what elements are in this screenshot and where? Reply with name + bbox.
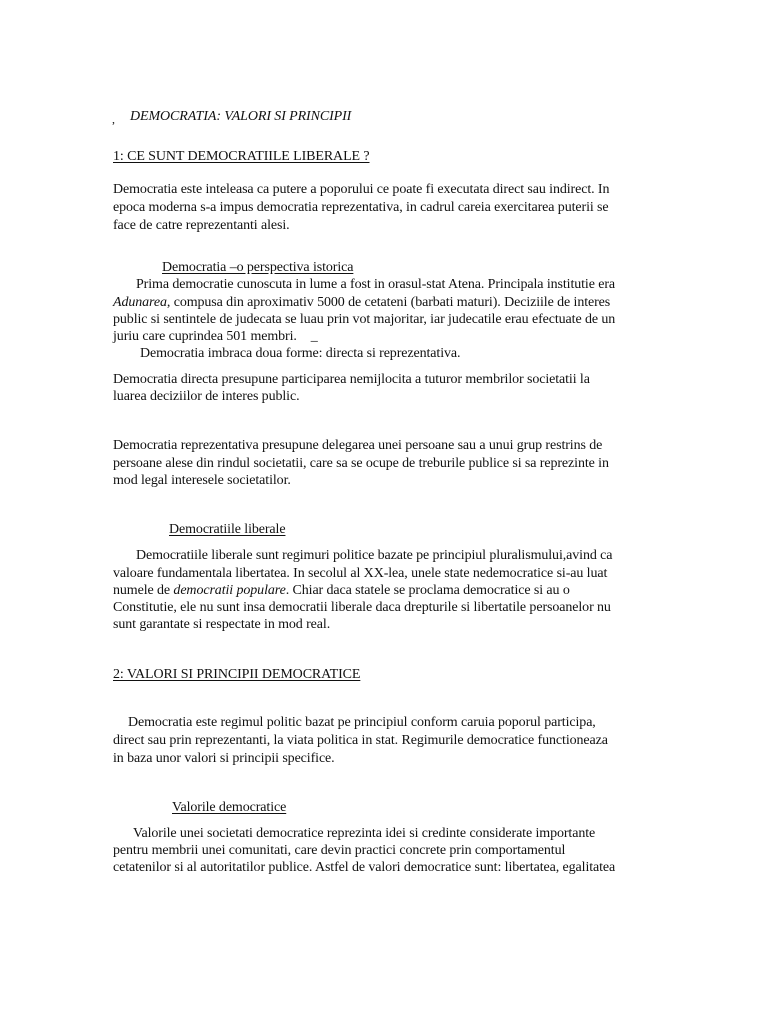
section-2-heading: 2: VALORI SI PRINCIPII DEMOCRATICE [113,667,361,682]
text-fragment: juriu care cuprindea 501 membri. [113,329,297,344]
text-line: Democratia directa presupune participarea nemijlocita a tuturor membrilor societatii la [113,372,590,387]
subheading-historical: Democratia –o perspectiva istorica [162,260,354,275]
stray-mark: , [112,112,115,126]
text-line: in baza unor valori si principii specifice. [113,751,335,766]
subheading-values: Valorile democratice [172,800,287,815]
text-line: public si sentintele de judecata se luau prin vot majoritar, iar judecatile erau efectuate de un [113,312,616,327]
text-line: luarea deciziilor de interes public. [113,389,300,404]
document-title: DEMOCRATIA: VALORI SI PRINCIPII [130,109,352,124]
text-fragment: , compusa din aproximativ 5000 de cetateni (barbati maturi). Deciziile de interes [166,295,611,310]
term-democratii-populare: democratii populare [173,583,286,598]
text-line [113,328,318,345]
section-1-heading: 1: CE SUNT DEMOCRATIILE LIBERALE ? [113,149,370,164]
term-adunarea: Adunarea [113,295,167,310]
text-line: Valorile unei societati democratice reprezinta idei si credinte considerate importante [133,826,596,841]
text-line: persoane alese din rindul societatii, care sa se ocupe de treburile publice si sa reprezinte in [113,456,609,471]
text-fragment: numele de [113,583,174,598]
text-line: sunt garantate si respectate in mod real. [113,617,331,632]
text-line: valoare fundamentala libertatea. In secolul al XX-lea, unele state nedemocratice si-au luat [113,566,608,581]
text-line: Democratiile liberale sunt regimuri politice bazate pe principiul pluralismului,avind ca [136,548,613,563]
text-line [113,582,570,599]
text-line: Prima democratie cunoscuta in lume a fost in orasul-stat Atena. Principala institutie era [136,277,616,292]
text-line: Democratia imbraca doua forme: directa si reprezentativa. [140,346,461,361]
text-line: pentru membrii unei comunitati, care devin practici concrete prin comportamentul [113,843,566,858]
text-line: cetatenilor si al autoritatilor publice. Astfel de valori democratice sunt: libertatea, egalitatea [113,860,616,875]
text-line: epoca moderna s-a impus democratia reprezentativa, in cadrul careia exercitarea puterii se [113,200,609,215]
text-line: Democratia este regimul politic bazat pe principiul conform caruia poporul participa, [128,715,596,730]
text-line: face de catre reprezentanti alesi. [113,218,290,233]
text-line: mod legal interesele societatilor. [113,473,291,488]
text-line: Democratia este inteleasa ca putere a poporului ce poate fi executata direct sau indirect. In [113,182,610,197]
subheading-liberal: Democratiile liberale [169,522,286,537]
text-line [113,294,610,311]
text-line: Constitutie, ele nu sunt insa democratii liberale daca drepturile si libertatile persoanelor nu [113,600,611,615]
text-line: Democratia reprezentativa presupune delegarea unei persoane sau a unui grup restrins de [113,438,603,453]
text-line: direct sau prin reprezentanti, la viata politica in stat. Regimurile democratice functioneaza [113,733,608,748]
text-fragment: . Chiar daca statele se proclama democratice si au o [285,583,570,598]
underscore-mark: _ [310,329,318,344]
